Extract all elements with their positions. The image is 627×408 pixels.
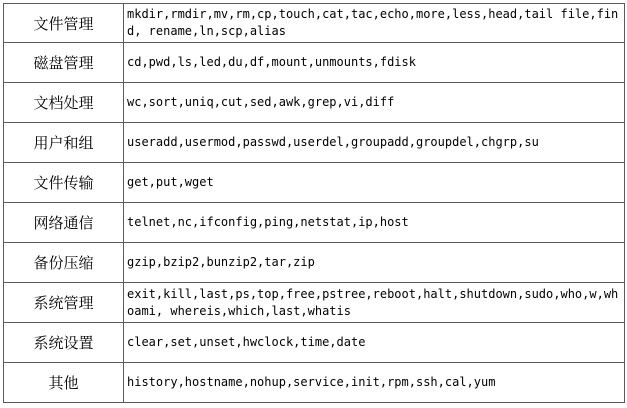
table-row [4, 323, 625, 363]
category-cell: 备份压缩 [4, 243, 124, 283]
table-row [4, 283, 625, 323]
category-cell: 文档处理 [4, 83, 124, 123]
commands-cell: exit,kill,last,ps,top,free,pstree,reboot,halt,shutdown,sudo,who,w,whoami, whereis,which,last,whatis [124, 283, 625, 323]
commands-cell: mkdir,rmdir,mv,rm,cp,touch,cat,tac,echo,more,less,head,tail file,find, rename,ln,scp,alias [124, 4, 625, 43]
commands-cell: cd,pwd,ls,led,du,df,mount,unmounts,fdisk [124, 43, 625, 83]
commands-cell: wc,sort,uniq,cut,sed,awk,grep,vi,diff [124, 83, 625, 123]
category-cell: 磁盘管理 [4, 43, 124, 83]
category-cell: 其他 [4, 363, 124, 403]
table-row [4, 363, 625, 403]
commands-cell: clear,set,unset,hwclock,time,date [124, 323, 625, 363]
category-cell: 用户和组 [4, 123, 124, 163]
commands-cell: useradd,usermod,passwd,userdel,groupadd,groupdel,chgrp,su [124, 123, 625, 163]
table-row [4, 243, 625, 283]
category-cell: 网络通信 [4, 203, 124, 243]
commands-cell: telnet,nc,ifconfig,ping,netstat,ip,host [124, 203, 625, 243]
table-row [4, 43, 625, 83]
linux-command-table [3, 3, 625, 403]
table-row [4, 4, 625, 43]
commands-cell: get,put,wget [124, 163, 625, 203]
commands-cell: gzip,bzip2,bunzip2,tar,zip [124, 243, 625, 283]
category-cell: 文件管理 [4, 4, 124, 43]
table-row [4, 163, 625, 203]
table-row [4, 83, 625, 123]
category-cell: 文件传输 [4, 163, 124, 203]
category-cell: 系统管理 [4, 283, 124, 323]
category-cell: 系统设置 [4, 323, 124, 363]
table-row [4, 123, 625, 163]
commands-cell: history,hostname,nohup,service,init,rpm,ssh,cal,yum [124, 363, 625, 403]
table-row [4, 203, 625, 243]
